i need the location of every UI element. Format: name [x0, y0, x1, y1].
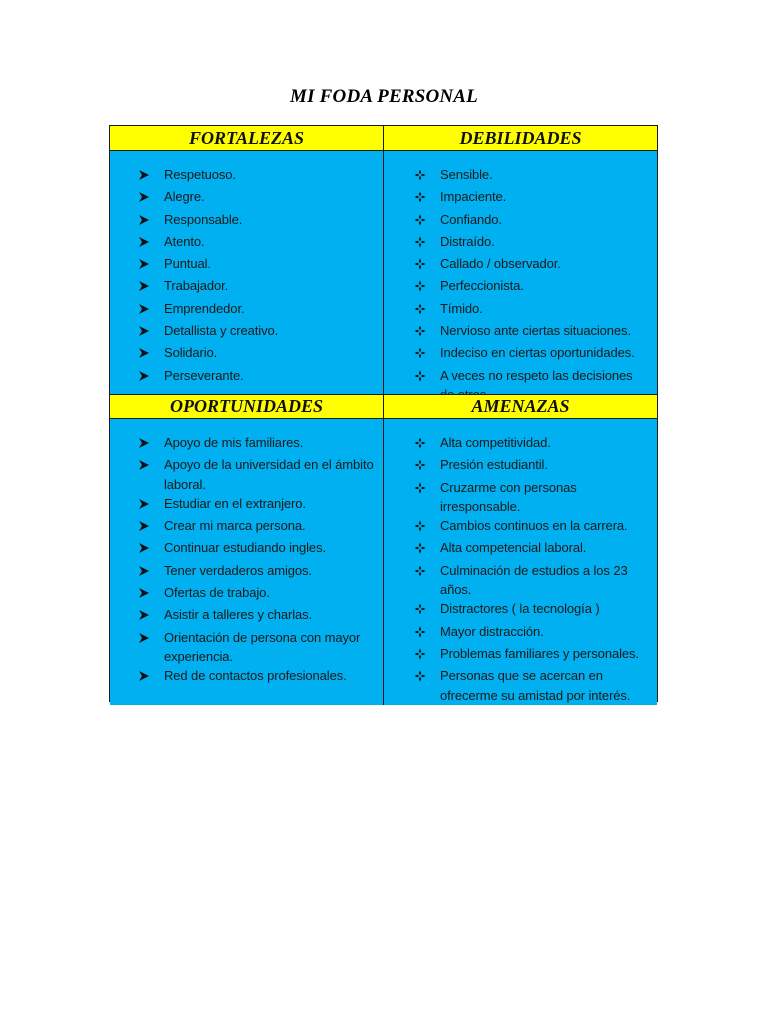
- list-item-text: A veces no respeto las decisiones: [440, 367, 633, 383]
- list-item-text: Perseverante.: [164, 367, 244, 383]
- arrowhead-bullet-icon: [138, 321, 164, 343]
- list-item: [110, 666, 383, 688]
- list-item: [384, 210, 657, 232]
- list-item: [384, 187, 657, 209]
- list-item: [384, 478, 657, 517]
- list-item: [384, 433, 657, 455]
- fortalezas-body: [110, 151, 384, 395]
- list-item: [110, 254, 383, 276]
- list-item: [384, 516, 657, 538]
- amenazas-list: [384, 433, 657, 705]
- list-item-text: Culminación de estudios a los 23 años.: [440, 562, 628, 598]
- arrowhead-bullet-icon: [138, 516, 164, 538]
- list-item-text: Nervioso ante ciertas situaciones.: [440, 323, 631, 339]
- list-item-text: Alta competencial laboral.: [440, 540, 587, 556]
- list-item: [384, 165, 657, 187]
- list-item-text: Apoyo de mis familiares.: [164, 435, 304, 450]
- list-item-text: Crear mi marca persona.: [164, 518, 306, 534]
- list-item-text: Indeciso en ciertas oportunidades.: [440, 345, 635, 361]
- list-item-text: Callado / observador.: [440, 256, 561, 272]
- arrowhead-bullet-icon: [138, 165, 164, 187]
- diamond-bullet-icon: [414, 455, 440, 477]
- arrowhead-bullet-icon: [138, 187, 164, 209]
- diamond-bullet-icon: [414, 165, 440, 187]
- arrowhead-bullet-icon: [138, 343, 164, 365]
- list-item-text: Tener verdaderos amigos.: [164, 562, 312, 578]
- list-item-text: Orientación de persona con mayor experiencia.: [164, 629, 361, 664]
- diamond-bullet-icon: [414, 187, 440, 209]
- arrowhead-bullet-icon: [138, 538, 164, 560]
- list-item-text: Responsable.: [164, 211, 243, 227]
- diamond-bullet-icon: [414, 433, 440, 455]
- list-item: [110, 321, 383, 343]
- list-item: [110, 165, 383, 187]
- header-oportunidades: OPORTUNIDADES: [110, 395, 384, 419]
- arrowhead-bullet-icon: [138, 628, 164, 650]
- debilidades-body: [384, 151, 657, 395]
- list-item: [384, 321, 657, 343]
- list-item-text: Puntual.: [164, 256, 211, 272]
- list-item-text: Confiando.: [440, 211, 502, 227]
- list-item: [110, 276, 383, 298]
- list-item-text: Personas que se acercan en ofrecerme su amistad por interés.: [440, 668, 631, 703]
- diamond-bullet-icon: [414, 254, 440, 276]
- list-item-text: Ofertas de trabajo.: [164, 585, 270, 601]
- header-amenazas: AMENAZAS: [384, 395, 657, 419]
- arrowhead-bullet-icon: [138, 494, 164, 516]
- list-item-text: Problemas familiares y personales.: [440, 645, 639, 661]
- diamond-bullet-icon: [414, 666, 440, 688]
- diamond-bullet-icon: [414, 538, 440, 560]
- list-item: [110, 494, 383, 516]
- diamond-bullet-icon: [414, 321, 440, 343]
- list-item: [110, 366, 383, 388]
- header-fortalezas: FORTALEZAS: [110, 126, 384, 151]
- list-item: [110, 187, 383, 209]
- list-item: [384, 276, 657, 298]
- arrowhead-bullet-icon: [138, 583, 164, 605]
- list-item-text: Perfeccionista.: [440, 278, 524, 294]
- list-item: [110, 628, 383, 667]
- list-item-text: Distraído.: [440, 233, 495, 249]
- list-item-text: Continuar estudiando ingles.: [164, 540, 326, 556]
- foda-table: [109, 125, 658, 702]
- list-item: [110, 455, 383, 494]
- diamond-bullet-icon: [414, 478, 440, 500]
- list-item: [110, 433, 383, 455]
- list-item: [110, 516, 383, 538]
- arrowhead-bullet-icon: [138, 561, 164, 583]
- list-item-text: Distractores ( la tecnología ): [440, 601, 600, 617]
- arrowhead-bullet-icon: [138, 433, 164, 455]
- diamond-bullet-icon: [414, 622, 440, 644]
- diamond-bullet-icon: [414, 210, 440, 232]
- fortalezas-list: [110, 165, 383, 388]
- arrowhead-bullet-icon: [138, 299, 164, 321]
- oportunidades-list: [110, 433, 383, 689]
- list-item: [384, 599, 657, 621]
- list-item-text: Atento.: [164, 233, 205, 249]
- arrowhead-bullet-icon: [138, 276, 164, 298]
- list-item: [110, 561, 383, 583]
- list-item-text: Respetuoso.: [164, 167, 236, 182]
- list-item-text: Emprendedor.: [164, 300, 245, 316]
- list-item-text: Presión estudiantil.: [440, 457, 548, 473]
- oportunidades-body: [110, 419, 384, 705]
- list-item: [384, 666, 657, 705]
- list-item-text: Asistir a talleres y charlas.: [164, 607, 313, 623]
- list-item-text: Trabajador.: [164, 278, 229, 294]
- list-item-text: Apoyo de la universidad en el ámbito laboral.: [164, 457, 374, 492]
- list-item-text: Red de contactos profesionales.: [164, 668, 347, 684]
- diamond-bullet-icon: [414, 366, 440, 388]
- arrowhead-bullet-icon: [138, 210, 164, 232]
- list-item-text: Alta competitividad.: [440, 435, 551, 450]
- diamond-bullet-icon: [414, 343, 440, 365]
- arrowhead-bullet-icon: [138, 366, 164, 388]
- list-item: [384, 622, 657, 644]
- list-item-text: Cambios continuos en la carrera.: [440, 518, 628, 534]
- list-item: [110, 232, 383, 254]
- arrowhead-bullet-icon: [138, 232, 164, 254]
- list-item-text: Solidario.: [164, 345, 218, 361]
- amenazas-body: [384, 419, 657, 705]
- header-debilidades: DEBILIDADES: [384, 126, 657, 151]
- list-item-text: Alegre.: [164, 189, 205, 205]
- list-item: [110, 605, 383, 627]
- list-item: [110, 538, 383, 560]
- list-item-text: Estudiar en el extranjero.: [164, 495, 306, 511]
- list-item: [384, 343, 657, 365]
- list-item: [384, 254, 657, 276]
- list-item: [384, 232, 657, 254]
- list-item: [384, 455, 657, 477]
- diamond-bullet-icon: [414, 276, 440, 298]
- list-item: [384, 644, 657, 666]
- list-item: [110, 299, 383, 321]
- list-item: [110, 343, 383, 365]
- list-item: [384, 561, 657, 600]
- list-item: [110, 210, 383, 232]
- diamond-bullet-icon: [414, 644, 440, 666]
- debilidades-list: [384, 165, 657, 404]
- arrowhead-bullet-icon: [138, 666, 164, 688]
- arrowhead-bullet-icon: [138, 254, 164, 276]
- diamond-bullet-icon: [414, 599, 440, 621]
- list-item-text: Tímido.: [440, 300, 483, 316]
- diamond-bullet-icon: [414, 561, 440, 583]
- list-item-text: Mayor distracción.: [440, 623, 544, 639]
- list-item: [384, 299, 657, 321]
- list-item: [384, 538, 657, 560]
- diamond-bullet-icon: [414, 516, 440, 538]
- diamond-bullet-icon: [414, 232, 440, 254]
- arrowhead-bullet-icon: [138, 455, 164, 477]
- arrowhead-bullet-icon: [138, 605, 164, 627]
- list-item-text: Detallista y creativo.: [164, 323, 279, 339]
- list-item: [110, 583, 383, 605]
- list-item-text: Impaciente.: [440, 189, 507, 205]
- diamond-bullet-icon: [414, 299, 440, 321]
- list-item-text: Sensible.: [440, 167, 493, 182]
- page-title: MI FODA PERSONAL: [290, 86, 478, 107]
- list-item-text: Cruzarme con personas irresponsable.: [440, 479, 577, 514]
